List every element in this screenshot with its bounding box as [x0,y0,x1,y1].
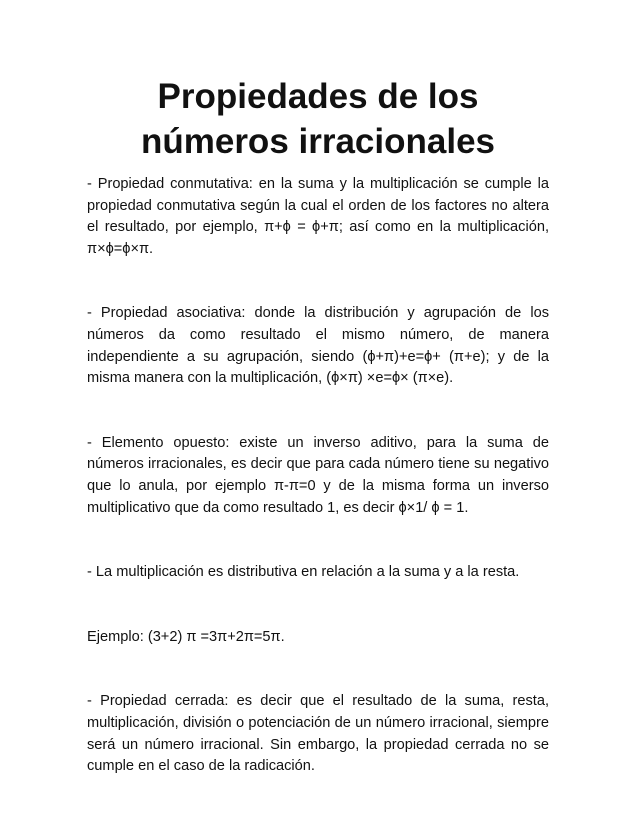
paragraph-spacer [87,260,549,303]
paragraph-cerrada: - Propiedad cerrada: es decir que el resultado de la suma, resta, multiplicación, división o potenciación de un número irracional, siempre será un número irracional. Sin embargo, la propiedad cerrada no se cumple en el caso de la radicación. [87,693,549,775]
paragraph-spacer [87,648,549,691]
paragraph-spacer [87,584,549,627]
paragraph-conmutativa: - Propiedad conmutativa: en la suma y la multiplicación se cumple la propiedad conmutativa según la cual el orden de los factores no altera el resultado, por ejemplo, π+ϕ = ϕ+π; así como en la multiplicación, π×ϕ=ϕ×π. [87,176,549,257]
paragraph-distributiva: - La multiplicación es distributiva en relación a la suma y a la resta. [87,564,520,581]
document-page [87,74,549,778]
paragraph-spacer [87,390,549,433]
paragraph-asociativa: - Propiedad asociativa: donde la distribución y agrupación de los números da como resultado el mismo número, de manera independiente a su agrupación, siendo (ϕ+π)+e=ϕ+ (π+e); y de la misma manera con la multiplicación, (ϕ×π) ×e=ϕ× (π×e). [87,305,549,387]
page-title: Propiedades de los números irracionales [140,77,496,161]
paragraph-ejemplo: Ejemplo: (3+2) π =3π+2π=5π. [87,628,285,645]
paragraph-elemento-opuesto: - Elemento opuesto: existe un inverso aditivo, para la suma de números irracionales, es decir que para cada número tiene su negativo que lo anula, por ejemplo π-π=0 y de la misma forma un inverso multiplicativo que da como resultado 1, es decir ϕ×1/ ϕ = 1. [87,434,549,516]
paragraph-spacer [87,519,549,562]
